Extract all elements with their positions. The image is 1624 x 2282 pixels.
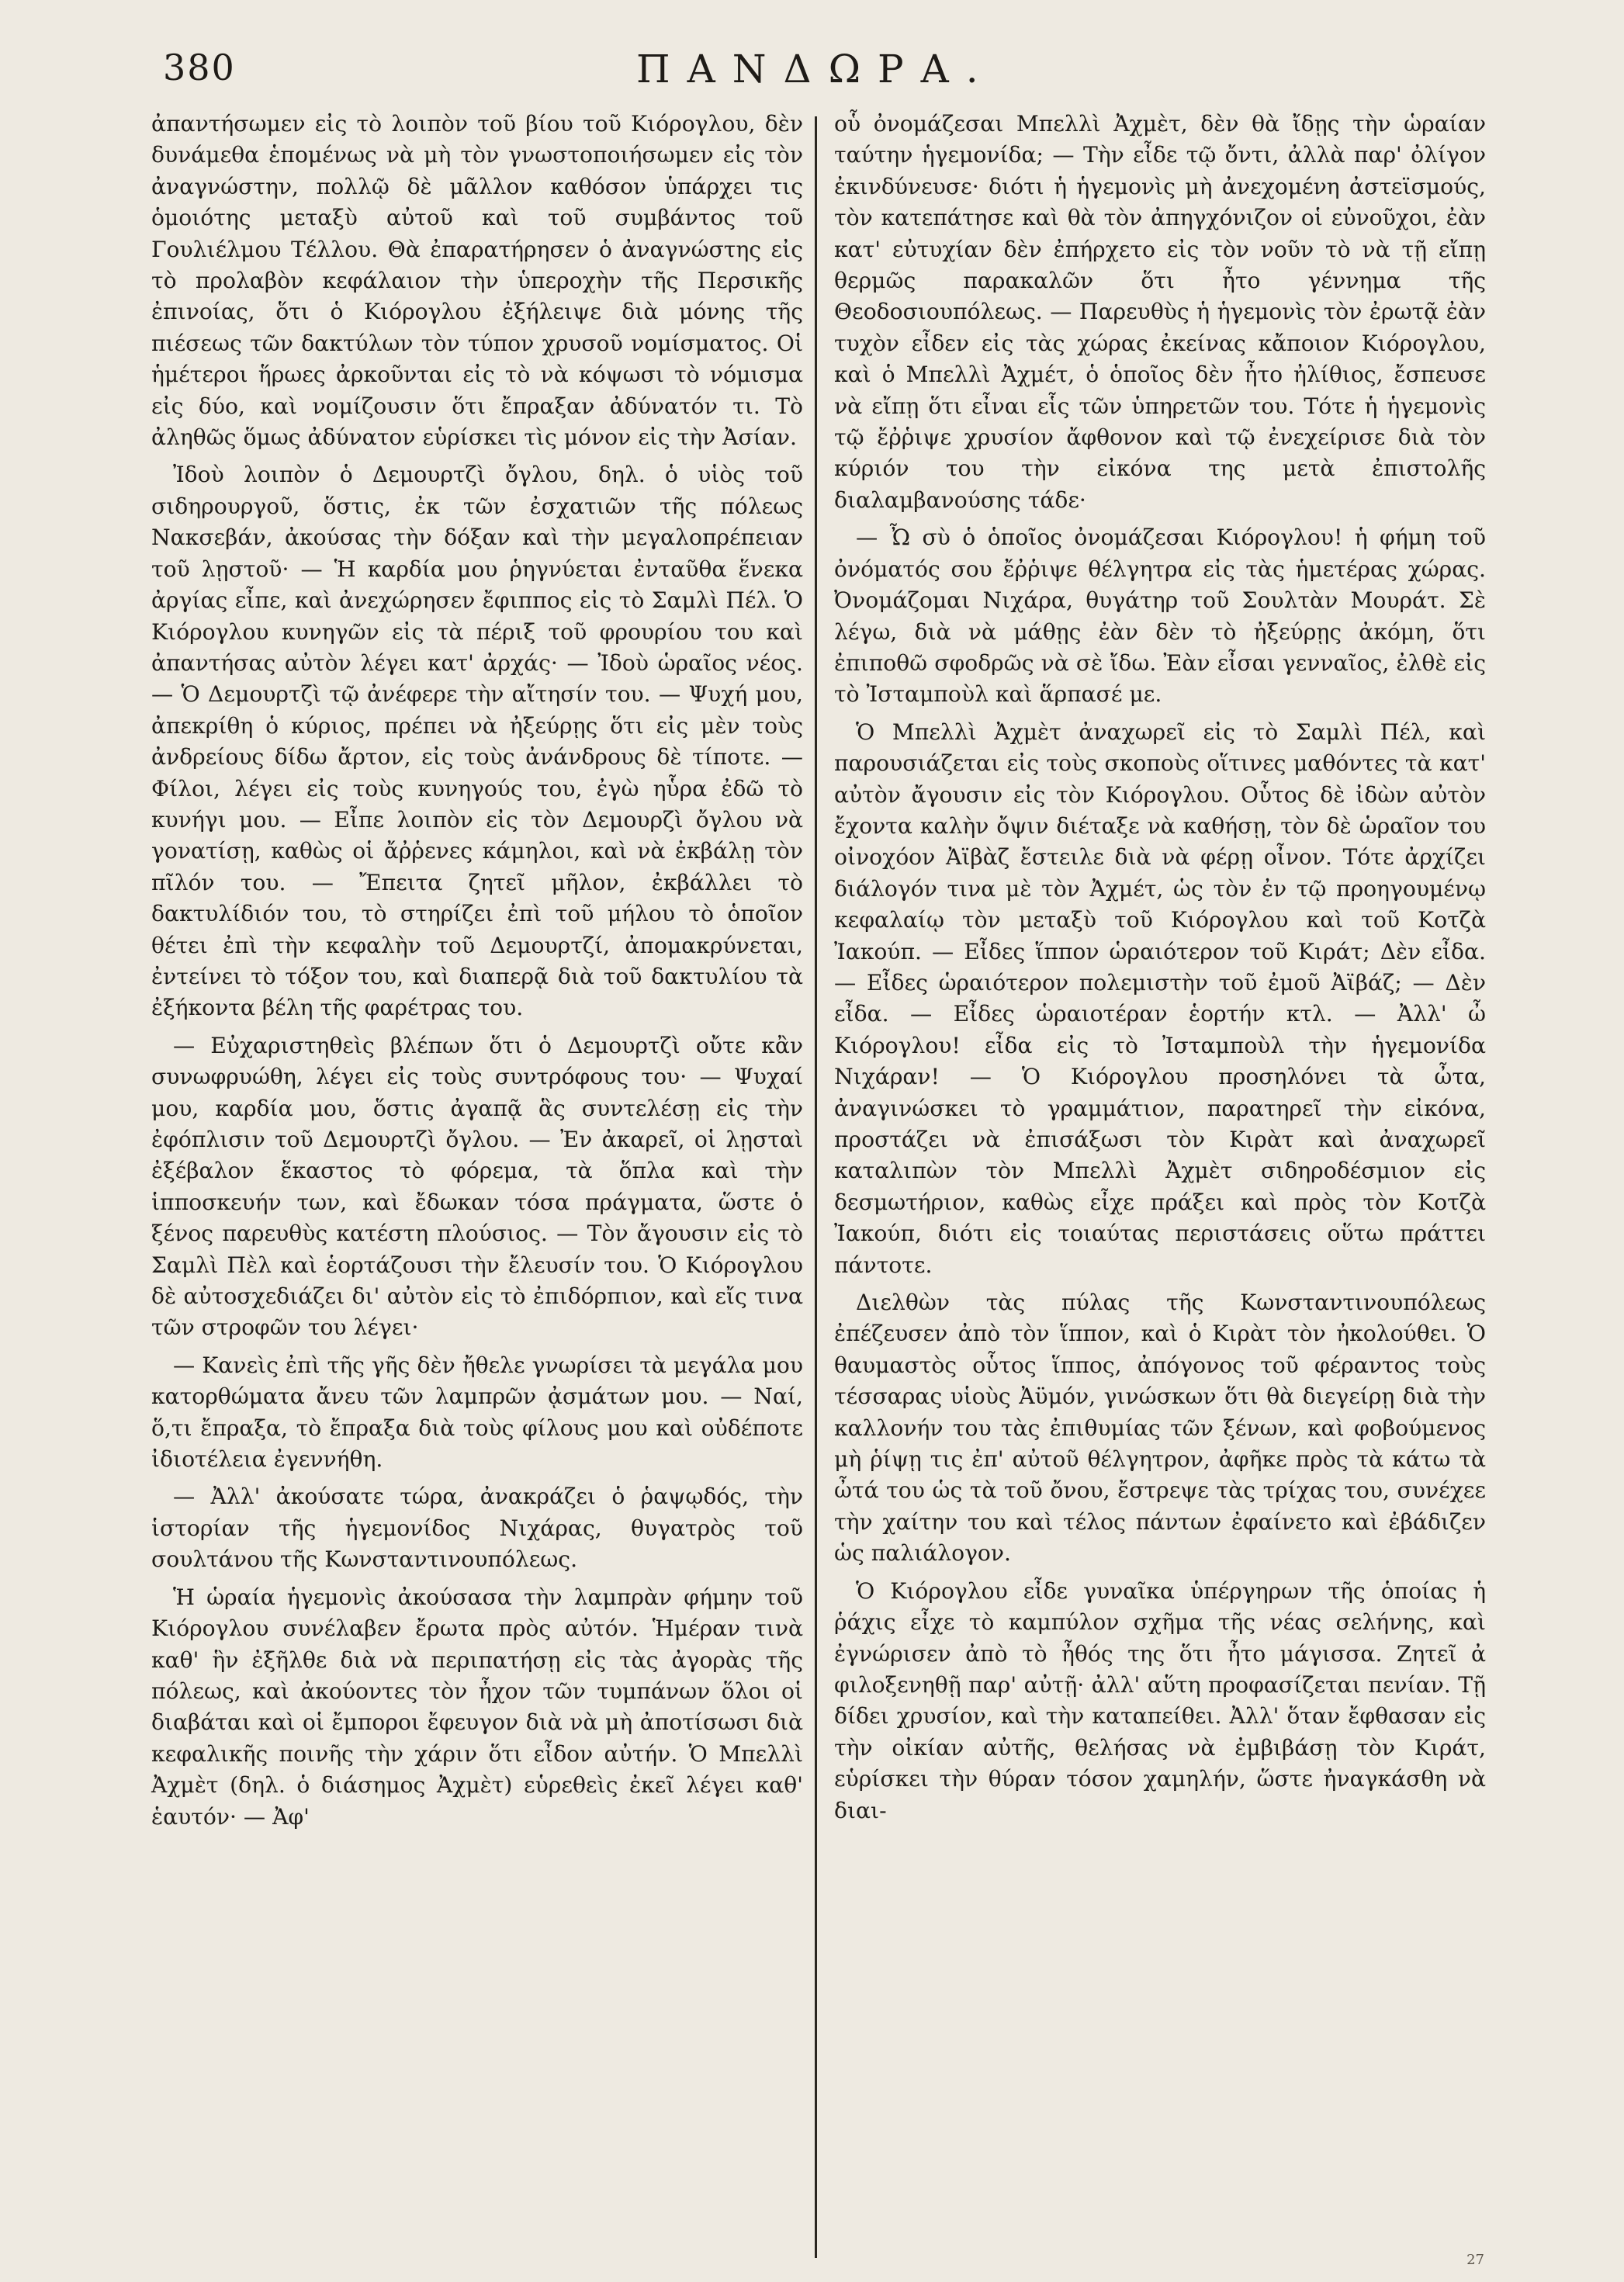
paragraph: — Κανεὶς ἐπὶ τῆς γῆς δὲν ἤθελε γνωρίσει τὰ μεγάλα μου κατορθώματα ἄνευ τῶν λαμπρῶν ᾀσμάτων μου. — Ναί, ὅ,τι ἔπραξα, τὸ ἔπραξα διὰ τοὺς φίλους μου καὶ οὐδέποτε ἰδιοτέλεια ἐγεννήθη. <box>151 1352 803 1473</box>
text-columns <box>151 109 1486 2266</box>
paragraph: οὗ ὀνομάζεσαι Μπελλὶ Ἀχμὲτ, δὲν θὰ ἴδῃς τὴν ὡραίαν ταύτην ἡγεμονίδα; — Τὴν εἶδε τῷ ὄντι, ἀλλὰ παρ' ὀλίγον ἐκινδύνευσε· διότι ἡ ἡγεμονὶς μὴ ἀνεχομένη ἀστεϊσμούς, τὸν κατεπάτησε καὶ θὰ τὸν ἀπηγχόνιζον οἱ εὐνοῦχοι, ἐὰν κατ' εὐτυχίαν δὲν ἐπήρχετο εἰς τὸν νοῦν τὸ νὰ τῇ εἴπῃ θερμῶς παρακαλῶν ὅτι ἦτο γέννημα τῆς Θεοδοσιουπόλεως. — Παρευθὺς ἡ ἡγεμονὶς τὸν ἐρωτᾷ ἐὰν τυχὸν εἶδεν εἰς τὰς χώρας ἐκείνας κἄποιον Κιόρογλου, καὶ ὁ Μπελλὶ Ἀχμέτ, ὁ ὁποῖος δὲν ἦτο ἠλίθιος, ἔσπευσε νὰ εἴπῃ ὅτι εἶναι εἷς τῶν ὑπηρετῶν του. Τότε ἡ ἡγεμονὶς τῷ ἔῤῥιψε χρυσίον ἄφθονον καὶ τῷ ἐνεχείρισε διὰ τὸν κύριόν του τὴν εἰκόνα της μετὰ ἐπιστολῆς διαλαμβανούσης τάδε· <box>834 111 1486 513</box>
paragraph: Ἰδοὺ λοιπὸν ὁ Δεμουρτζὶ ὄγλου, δηλ. ὁ υἱὸς τοῦ σιδηρουργοῦ, ὅστις, ἐκ τῶν ἐσχατιῶν τῆς πόλεως Νακσεβάν, ἀκούσας τὴν δόξαν καὶ τὴν μεγαλοπρέπειαν τοῦ λῃστοῦ· — Ἡ καρδία μου ῥηγνύεται ἐνταῦθα ἕνεκα ἀργίας εἶπε, καὶ ἀνεχώρησεν ἔφιππος εἰς τὸ Σαμλὶ Πέλ. Ὁ Κιόρογλου κυνηγῶν εἰς τὰ πέριξ τοῦ φρουρίου του καὶ ἀπαντήσας αὐτὸν λέγει κατ' ἀρχάς· — Ἰδοὺ ὡραῖος νέος. — Ὁ Δεμουρτζὶ τῷ ἀνέφερε τὴν αἴτησίν του. — Ψυχή μου, ἀπεκρίθη ὁ κύριος, πρέπει νὰ ἠξεύρῃς ὅτι εἰς μὲν τοὺς ἀνδρείους δίδω ἄρτον, εἰς τοὺς ἀνάνδρους δὲ τίποτε. — Φίλοι, λέγει εἰς τοὺς κυνηγούς του, ἐγὼ ηὗρα ἐδῶ τὸ κυνήγι μου. — Εἶπε λοιπὸν εἰς τὸν Δεμουρζὶ ὄγλου νὰ γονατίσῃ, καθὼς οἱ ἄῤῥενες κάμηλοι, καὶ νὰ ἐκβάλῃ τὸν πῖλόν του. — Ἔπειτα ζητεῖ μῆλον, ἐκβάλλει τὸ δακτυλίδιόν του, τὸ στηρίζει ἐπὶ τοῦ μήλου τὸ ὁποῖον θέτει ἐπὶ τὴν κεφαλὴν τοῦ Δεμουρτζί, ἀπομακρύνεται, ἐντείνει τὸ τόξον του, καὶ διαπερᾷ διὰ τοῦ δακτυλίου τὰ ἐξήκοντα βέλη τῆς φαρέτρας του. <box>151 462 803 1021</box>
paragraph: Ὁ Μπελλὶ Ἀχμὲτ ἀναχωρεῖ εἰς τὸ Σαμλὶ Πέλ, καὶ παρουσιάζεται εἰς τοὺς σκοποὺς οἵτινες μαθόντες τὰ κατ' αὐτὸν ἄγουσιν εἰς τὸν Κιόρογλου. Οὗτος δὲ ἰδὼν αὐτὸν ἔχοντα καλὴν ὄψιν διέταξε νὰ καθήσῃ, τὸν δὲ ὡραῖον του οἰνοχόον Ἀϊβὰζ ἔστειλε διὰ νὰ φέρῃ οἶνον. Τότε ἀρχίζει διάλογόν τινα μὲ τὸν Ἀχμέτ, ὡς τὸν ἐν τῷ προηγουμένῳ κεφαλαίῳ τὸν μεταξὺ τοῦ Κιόρογλου καὶ τοῦ Κοτζὰ Ἰακούπ. — Εἶδες ἵππον ὡραιότερον τοῦ Κιράτ; Δὲν εἶδα. — Εἶδες ὡραιότερον πολεμιστὴν τοῦ ἐμοῦ Ἀϊβάζ; — Δὲν εἶδα. — Εἶδες ὡραιοτέραν ἑορτήν κτλ. — Ἀλλ' ὦ Κιόρογλου! εἶδα εἰς τὸ Ἰσταμποὺλ τὴν ἡγεμονίδα Νιχάραν! — Ὁ Κιόρογλου προσηλόνει τὰ ὦτα, ἀναγινώσκει τὸ γραμμάτιον, παρατηρεῖ τὴν εἰκόνα, προστάζει νὰ ἐπισάξωσι τὸν Κιρὰτ καὶ ἀναχωρεῖ καταλιπὼν τὸν Μπελλὶ Ἀχμὲτ σιδηροδέσμιον εἰς δεσμωτήριον, καθὼς εἶχε πράξει καὶ πρὸς τὸν Κοτζὰ Ἰακούπ, διότι εἰς τοιαύτας περιστάσεις οὕτω πράττει πάντοτε. <box>834 719 1486 1278</box>
running-title: ΠΑΝΔΩΡΑ. <box>636 47 996 92</box>
page-number: 380 <box>163 47 236 88</box>
column-divider <box>815 116 817 2258</box>
paragraph: — Ὦ σὺ ὁ ὁποῖος ὀνομάζεσαι Κιόρογλου! ἡ φήμη τοῦ ὀνόματός σου ἔῤῥιψε θέλγητρα εἰς τὰς ἡμετέρας χώρας. Ὀνομάζομαι Νιχάρα, θυγάτηρ τοῦ Σουλτὰν Μουράτ. Σὲ λέγω, διὰ νὰ μάθῃς ἐὰν δὲν τὸ ἠξεύρῃς ἀκόμη, ὅτι ἐπιποθῶ σφοδρῶς νὰ σὲ ἴδω. Ἐὰν εἶσαι γενναῖος, ἐλθὲ εἰς τὸ Ἰσταμποὺλ καὶ ἅρπασέ με. <box>834 525 1486 708</box>
paragraph: — Εὐχαριστηθεὶς βλέπων ὅτι ὁ Δεμουρτζὶ οὔτε κἂν συνωφρυώθη, λέγει εἰς τοὺς συντρόφους του· — Ψυχαί μου, καρδία μου, ὅστις ἀγαπᾷ ἃς συντελέσῃ εἰς τὴν ἐφόπλισιν τοῦ Δεμουρτζὶ ὄγλου. — Ἐν ἀκαρεῖ, οἱ λῃσταὶ ἐξέβαλον ἕκαστος τὸ φόρεμα, τὰ ὅπλα καὶ τὴν ἱπποσκευήν των, καὶ ἔδωκαν τόσα πράγματα, ὥστε ὁ ξένος παρευθὺς κατέστη πλούσιος. — Τὸν ἄγουσιν εἰς τὸ Σαμλὶ Πὲλ καὶ ἑορτάζουσι τὴν ἔλευσίν του. Ὁ Κιόρογλου δὲ αὐτοσχεδιάζει δι' αὐτὸν εἰς τὸ ἐπιδόρπιον, καὶ εἴς τινα τῶν στροφῶν του λέγει· <box>151 1032 803 1341</box>
paragraph: Διελθὼν τὰς πύλας τῆς Κωνσταντινουπόλεως ἐπέζευσεν ἀπὸ τὸν ἵππον, καὶ ὁ Κιρὰτ τὸν ἠκολούθει. Ὁ θαυμαστὸς οὗτος ἵππος, ἀπόγονος τοῦ φέραντος τοὺς τέσσαρας υἱοὺς Ἀϋμόν, γινώσκων ὅτι θὰ διεγείρῃ διὰ τὴν καλλονήν του τὰς ἐπιθυμίας τῶν ξένων, καὶ φοβούμενος μὴ ῥίψῃ τις ἐπ' αὐτοῦ θέλγητρον, ἀφῆκε πρὸς τὰ κάτω τὰ ὦτά του ὡς τὰ τοῦ ὄνου, ἔστρεψε τὰς τρίχας του, συνέχεε τὴν χαίτην του καὶ τέλος πάντων ἐφαίνετο καὶ ἐβάδιζεν ὡς παλιάλογον. <box>834 1290 1486 1567</box>
page-header <box>155 40 1474 102</box>
paragraph: Ὁ Κιόρογλου εἶδε γυναῖκα ὑπέργηρων τῆς ὁποίας ἡ ῥάχις εἶχε τὸ καμπύλον σχῆμα τῆς νέας σελήνης, καὶ ἐγνώρισεν ἀπὸ τὸ ἦθός της ὅτι ἦτο μάγισσα. Ζητεῖ ἀ φιλοξενηθῇ παρ' αὐτῇ· ἀλλ' αὕτη προφασίζεται πενίαν. Τῇ δίδει χρυσίον, καὶ τὴν καταπείθει. Ἀλλ' ὅταν ἔφθασαν εἰς τὴν οἰκίαν αὐτῆς, θελήσας νὰ ἐμβιβάσῃ τὸν Κιράτ, εὑρίσκει τὴν θύραν τόσον χαμηλήν, ὥστε ἠναγκάσθη νὰ διαι- <box>834 1577 1486 1823</box>
paragraph: Ἡ ὡραία ἡγεμονὶς ἀκούσασα τὴν λαμπρὰν φήμην τοῦ Κιόρογλου συνέλαβεν ἔρωτα πρὸς αὐτόν. Ἡμέραν τινὰ καθ' ἣν ἐξῆλθε διὰ νὰ περιπατήσῃ εἰς τὰς ἀγορὰς τῆς πόλεως, καὶ ἀκούοντες τὸν ἦχον τῶν τυμπάνων ὅλοι οἱ διαβάται καὶ οἱ ἔμποροι ἔφευγον διὰ νὰ μὴ ἀποτίσωσι διὰ κεφαλικῆς ποινῆς τὴν χάριν ὅτι εἶδον αὐτήν. Ὁ Μπελλὶ Ἀχμὲτ (δηλ. ὁ διάσημος Ἀχμὲτ) εὑρεθεὶς ἐκεῖ λέγει καθ' ἑαυτόν· — Ἀφ' <box>151 1584 803 1830</box>
footer-mark: 27 <box>1466 2252 1484 2268</box>
paragraph: — Ἀλλ' ἀκούσατε τώρα, ἀνακράζει ὁ ῥαψῳδός, τὴν ἱστορίαν τῆς ἡγεμονίδος Νιχάρας, θυγατρὸς τοῦ σουλτάνου τῆς Κωνσταντινουπόλεως. <box>151 1484 803 1573</box>
right-column <box>834 109 1486 2266</box>
paragraph: ἀπαντήσωμεν εἰς τὸ λοιπὸν τοῦ βίου τοῦ Κιόρογλου, δὲν δυνάμεθα ἑπομένως νὰ μὴ τὸν γνωστοποιήσωμεν εἰς τὸν ἀναγνώστην, πολλῷ δὲ μᾶλλον καθόσον ὑπάρχει τις ὁμοιότης μεταξὺ αὐτοῦ καὶ τοῦ συμβάντος τοῦ Γουλιέλμου Τέλλου. Θὰ ἐπαρατήρησεν ὁ ἀναγνώστης εἰς τὸ προλαβὸν κεφάλαιον τὴν ὑπεροχὴν τῆς Περσικῆς ἐπινοίας, ὅτι ὁ Κιόρογλου ἐξήλειψε διὰ μόνης τῆς πιέσεως τῶν δακτύλων τὸν τύπον χρυσοῦ νομίσματος. Οἱ ἡμέτεροι ἥρωες ἀρκοῦνται εἰς τὸ νὰ κόψωσι τὸ νόμισμα εἰς δύο, καὶ νομίζουσιν ὅτι ἔπραξαν ἀδύνατόν τι. Τὸ ἀληθῶς ὅμως ἀδύνατον εὑρίσκει τὶς μόνον εἰς τὴν Ἀσίαν. <box>151 111 803 451</box>
left-column <box>151 109 803 2266</box>
